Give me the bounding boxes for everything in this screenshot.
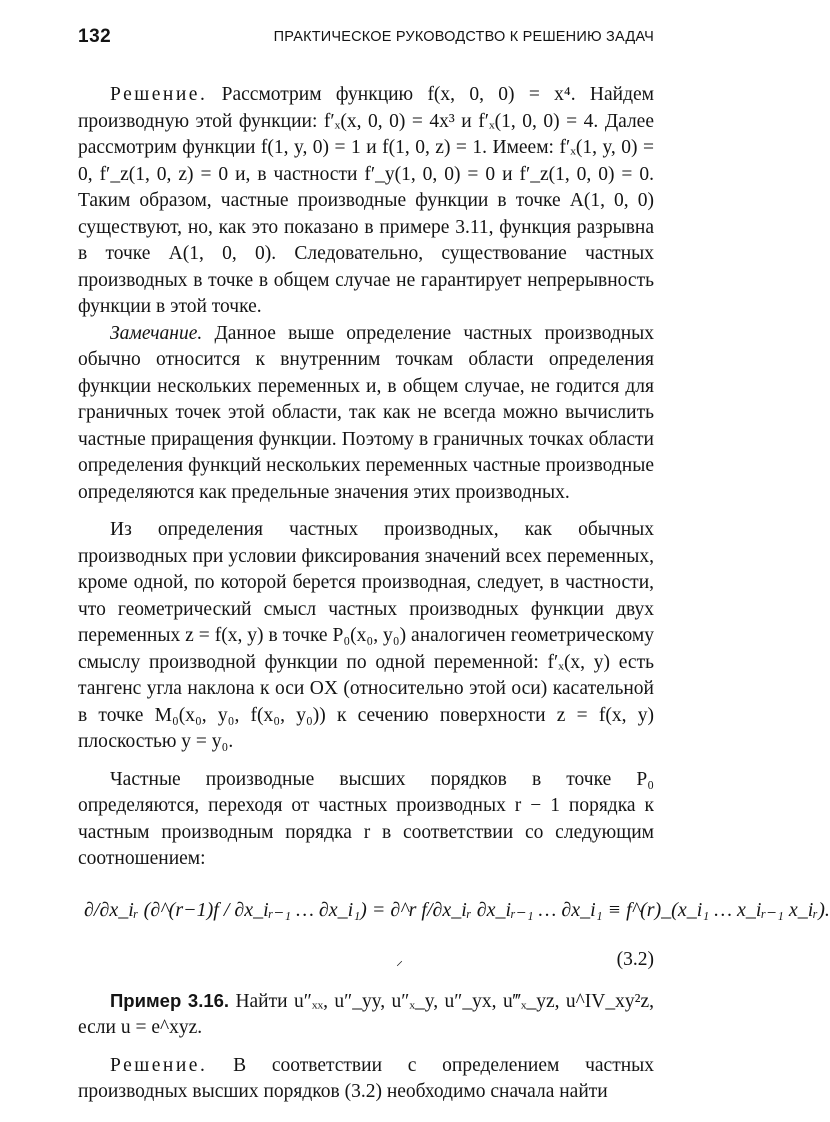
example-paragraph — [78, 988, 654, 1042]
remark-text: Данное выше определение частных производных обычно относится к внутренним точкам области определения функции нескольких переменных и, в общем случае, не годится для граничных точек этой области, так как не всегда можно вычислить частные приращения функции. Поэтому в граничных точках области определения функций нескольких переменных частные производные определяются как предельные значения этих производных. — [78, 322, 654, 503]
paragraph-gap — [78, 977, 654, 988]
page-number: 132 — [78, 26, 112, 47]
solution-lead: Решение. — [110, 1054, 208, 1076]
example-text: Найти u″ₓₓ, u″_yy, u″ₓ_y, u″_yx, u‴ₓ_yz, u^IV_xy²z, если u = e^xyz. — [78, 990, 654, 1038]
remark-paragraph — [78, 321, 654, 507]
solution-text: Рассмотрим функцию f(x, 0, 0) = x⁴. Найдем производную этой функции: f′ₓ(x, 0, 0) = 4x³ и f′ₓ(1, 0, 0) = 4. Далее рассмотрим функции f(1, y, 0) = 1 и f(1, 0, z) = 1. Имеем: f′ₓ(1, y, 0) = 0, f′_z(1, 0, z) = 0 и, в частности f′_y(1, 0, 0) = 0 и f′_z(1, 0, 0) = 0. Таким образом, частные производные функции в точке A(1, 0, 0) существуют, но, как это показано в примере 3.11, функция разрывна в точке A(1, 0, 0). Следовательно, существование частных производных в точке в общем случае не гарантирует непрерывность функции в этой точке. — [78, 84, 654, 317]
remark-lead: Замечание. — [110, 322, 203, 344]
solution-text: В соответствии с определением частных производных высших порядков (3.2) необходимо сначала найти — [78, 1054, 654, 1102]
page-header — [78, 26, 654, 52]
page-body — [78, 82, 830, 1106]
formula-expression: ∂/∂x_iᵣ (∂^(r−1)f / ∂x_iᵣ₋₁ … ∂x_i₁) = ∂^r f/∂x_iᵣ ∂x_iᵣ₋₁ … ∂x_i₁ ≡ f^(r)_(x_i₁ … x_iᵣ₋₁ x_iᵣ). — [84, 898, 830, 921]
solution-lead: Решение. — [110, 84, 208, 105]
running-title: ПРАКТИЧЕСКОЕ РУКОВОДСТВО К РЕШЕНИЮ ЗАДАЧ — [273, 29, 654, 45]
example-lead: Пример 3.16. — [110, 989, 230, 1011]
solution-paragraph-2 — [78, 1053, 654, 1106]
geometric-meaning-paragraph: Из определения частных производных, как обычных производных при условии фиксирования значений всех переменных, кроме одной, по которой берется производная, следует, в частности, что геометрический смысл частных производных функции двух переменных z = f(x, y) в точке P₀(x₀, y₀) аналогичен геометрическому смыслу производной функции по одной переменной: f′ₓ(x, y) есть тангенс угла наклона к оси OX (относительно этой оси) касательной в точке M₀(x₀, y₀, f(x₀, y₀)) к сечению поверхности z = f(x, y) плоскостью y = y₀. — [78, 519, 654, 752]
paragraph-gap — [78, 506, 654, 517]
paragraph-gap — [78, 756, 654, 767]
equation-number: (3.2) — [616, 948, 654, 970]
higher-order-paragraph: Частные производные высших порядков в точке P₀ определяются, переходя от частных производных r − 1 порядка к частным производным порядка r в соответствии со следующим соотношением: — [78, 768, 654, 869]
stray-mark: ⸝ — [396, 953, 403, 969]
solution-paragraph-1 — [78, 82, 654, 321]
formula-3-2 — [78, 891, 830, 977]
paragraph-gap — [78, 1042, 654, 1053]
